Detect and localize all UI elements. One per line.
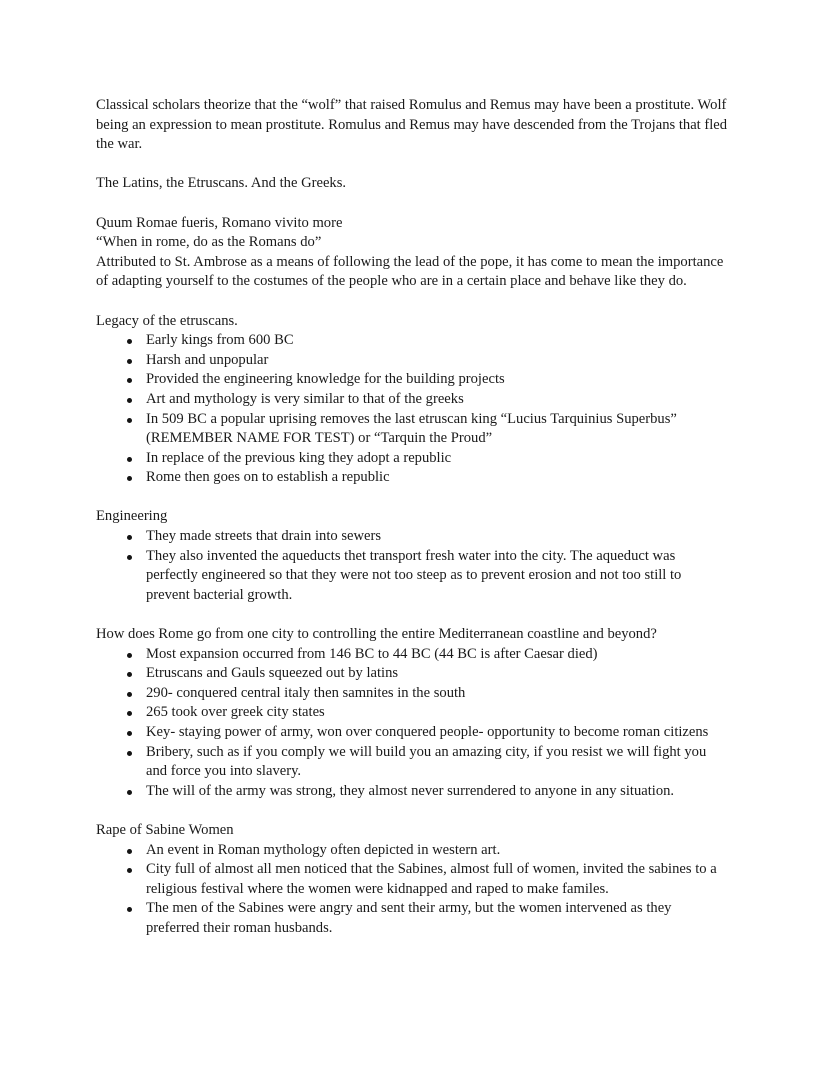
list-item: 290- conquered central italy then samnites in the south [96,684,728,704]
list-item: Bribery, such as if you comply we will build you an amazing city, if you resist we will fight you and force you into slavery. [96,743,728,782]
paragraph-ambrose-attribution: Attributed to St. Ambrose as a means of following the lead of the pope, it has come to mean the importance of adapting yourself to the costumes of the people who are in a certain place and behave like they do. [96,253,724,290]
list-rape-of-sabine-women [96,841,728,939]
blank-line-1 [96,155,728,175]
latin-proverb-translation-line: “When in rome, do as the Romans do” [96,234,322,251]
list-item: Harsh and unpopular [96,351,728,371]
blank-line-6 [96,801,728,821]
list-item: An event in Roman mythology often depicted in western art. [96,841,728,861]
list-item: They made streets that drain into sewers [96,527,728,547]
list-rome-expansion [96,645,728,802]
heading-rape-of-sabine-women: Rape of Sabine Women [96,821,234,838]
blank-line-4 [96,488,728,508]
list-engineering [96,527,728,605]
latin-proverb-line: Quum Romae fueris, Romano vivito more [96,214,343,231]
heading-engineering: Engineering [96,508,168,525]
list-item: Key- staying power of army, won over conquered people- opportunity to become roman citizens [96,723,728,743]
paragraph-peoples: The Latins, the Etruscans. And the Greeks. [96,175,347,192]
list-item: 265 took over greek city states [96,703,728,723]
heading-rome-expansion-question: How does Rome go from one city to controlling the entire Mediterranean coastline and beyond? [96,626,657,643]
document-body [96,96,728,939]
blank-line-2 [96,194,728,214]
list-item: The will of the army was strong, they almost never surrendered to anyone in any situation. [96,782,728,802]
list-item: In replace of the previous king they adopt a republic [96,449,728,469]
list-item: In 509 BC a popular uprising removes the last etruscan king “Lucius Tarquinius Superbus” (REMEMBER NAME FOR TEST) or “Tarquin the Proud” [96,410,728,449]
list-item: Early kings from 600 BC [96,331,728,351]
list-item: The men of the Sabines were angry and sent their army, but the women intervened as they preferred their roman husbands. [96,899,728,938]
list-item: Provided the engineering knowledge for the building projects [96,370,728,390]
paragraph-wolf-theory: Classical scholars theorize that the “wolf” that raised Romulus and Remus may have been a prostitute. Wolf being an expression to mean prostitute. Romulus and Remus may have descended from the Trojans that fled the war. [96,97,728,153]
list-item: City full of almost all men noticed that the Sabines, almost full of women, invited the sabines to a religious festival where the women were kidnapped and raped to make familes. [96,860,728,899]
heading-legacy-of-the-etruscans: Legacy of the etruscans. [96,312,238,329]
list-legacy-of-the-etruscans [96,331,728,488]
list-item: Etruscans and Gauls squeezed out by latins [96,664,728,684]
blank-line-3 [96,292,728,312]
list-item: Most expansion occurred from 146 BC to 44 BC (44 BC is after Caesar died) [96,645,728,665]
list-item: Rome then goes on to establish a republic [96,468,728,488]
list-item: They also invented the aqueducts thet transport fresh water into the city. The aqueduct was perfectly engineered so that they were not too steep as to prevent erosion and not too still to prevent bacterial growth. [96,547,728,606]
list-item: Art and mythology is very similar to that of the greeks [96,390,728,410]
blank-line-5 [96,605,728,625]
